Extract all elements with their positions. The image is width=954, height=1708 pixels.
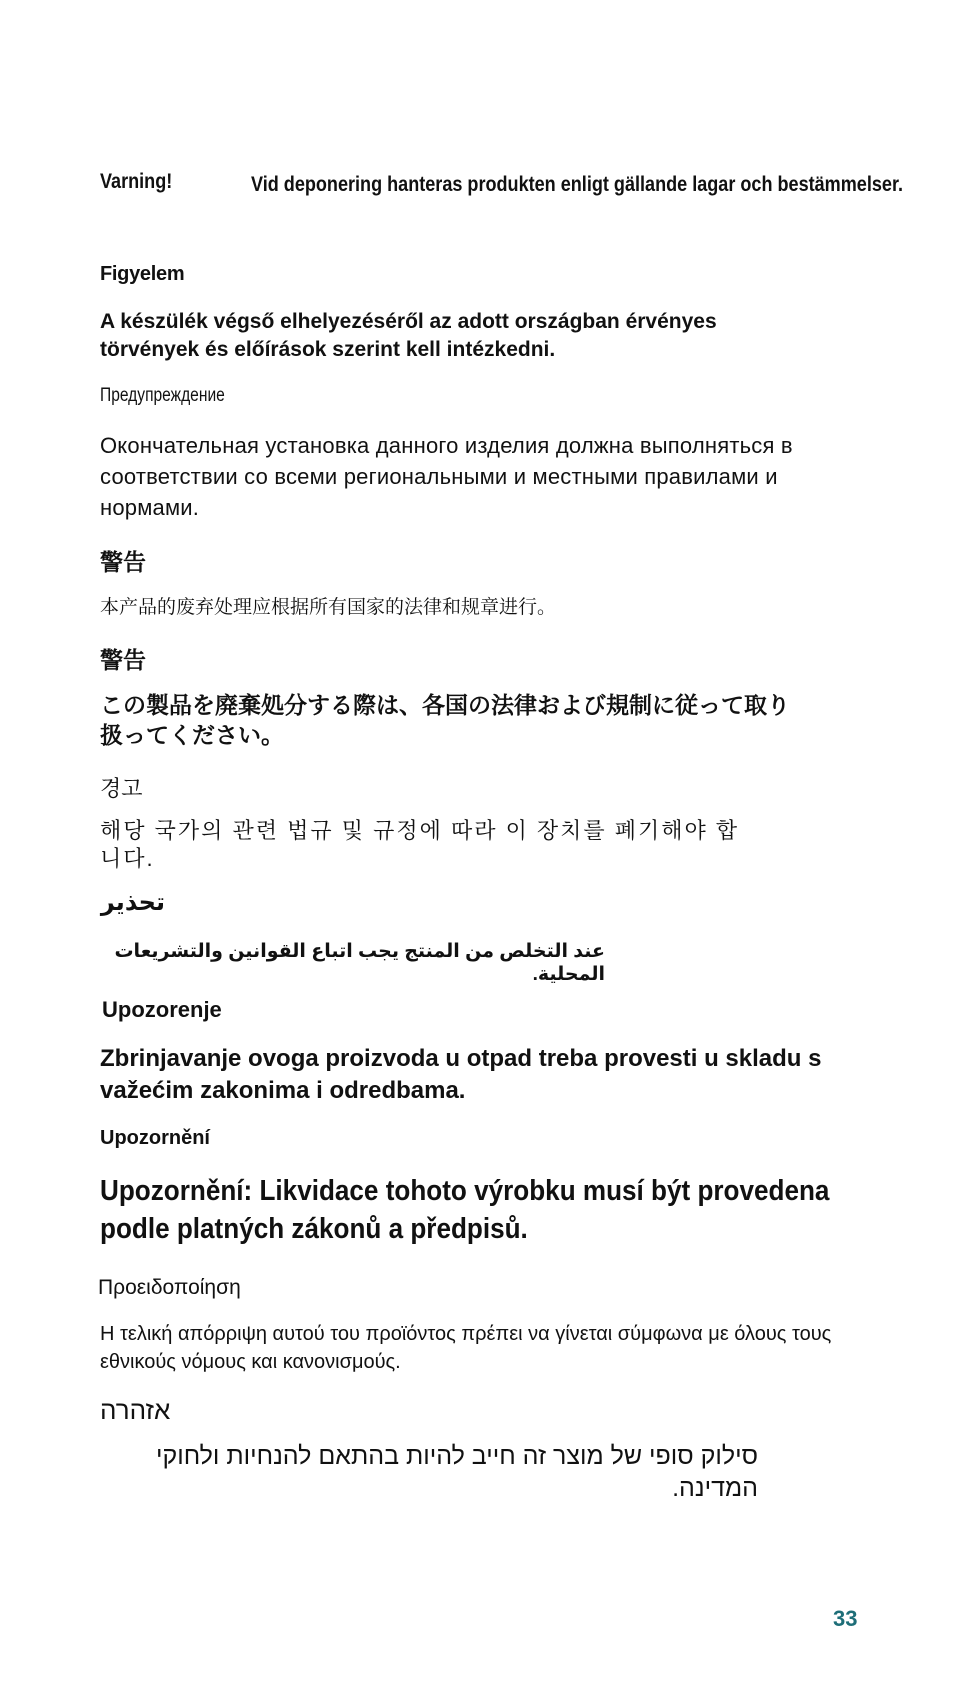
warning-label-hungarian: Figyelem (100, 263, 185, 285)
warning-label-greek: Προειδοποίηση (98, 1276, 241, 1299)
warning-label-czech: Upozornění (100, 1127, 210, 1149)
warning-text-greek: Η τελική απόρριψη αυτού του προϊόντος πρέπει να γίνεται σύμφωνα με όλους τους εθνικούς νόμους και κανονισμούς. (100, 1323, 832, 1373)
warning-label-russian: Предупреждение (100, 385, 225, 406)
warning-text-swedish: Vid deponering hanteras produkten enligt gällande lagar och bestämmelser. (251, 173, 904, 196)
warning-text-russian: Окончательная установка данного изделия должна выполняться в соответствии со всеми региональными и местными правилами и нормами. (100, 433, 793, 520)
warning-label-croatian: Upozorenje (102, 997, 222, 1022)
warning-text-hungarian: A készülék végső elhelyezéséről az adott országban érvényes törvények és előírások szerint kell intézkedni. (100, 310, 717, 361)
warning-text-chinese: 本产品的废弃处理应根据所有国家的法律和规章进行。 (100, 597, 557, 618)
page-number: 33 (833, 1606, 858, 1631)
warning-label-swedish: Varning! (100, 170, 173, 193)
warning-text-croatian: Zbrinjavanje ovoga proizvoda u otpad treba provesti u skladu s važećim zakonima i odredbama. (100, 1045, 822, 1104)
warning-text-hebrew: סילוק סופי של מוצר זה חייב להיות בהתאם להנחיות ולחוקי המדינה. (155, 1442, 758, 1502)
warning-text-korean: 해당 국가의 관련 법규 및 규정에 따라 이 장치를 폐기해야 합니다. (100, 818, 740, 871)
warning-label-korean: 경고 (100, 776, 143, 801)
warning-label-chinese: 警告 (100, 549, 146, 575)
warning-label-arabic: تحذير (100, 889, 165, 916)
warning-text-czech: Upozornění: Likvidace tohoto výrobku musí být provedena podle platných zákonů a předpisů. (100, 1175, 830, 1245)
warning-label-hebrew: אזהרה (100, 1395, 171, 1425)
warning-text-japanese: この製品を廃棄処分する際は、各国の法律および規制に従って取り扱ってください。 (100, 692, 790, 748)
warning-label-japanese: 警告 (100, 647, 146, 673)
warning-text-arabic: عند التخلص من المنتج يجب اتباع القوانين والتشريعات المحلية. (114, 941, 605, 985)
